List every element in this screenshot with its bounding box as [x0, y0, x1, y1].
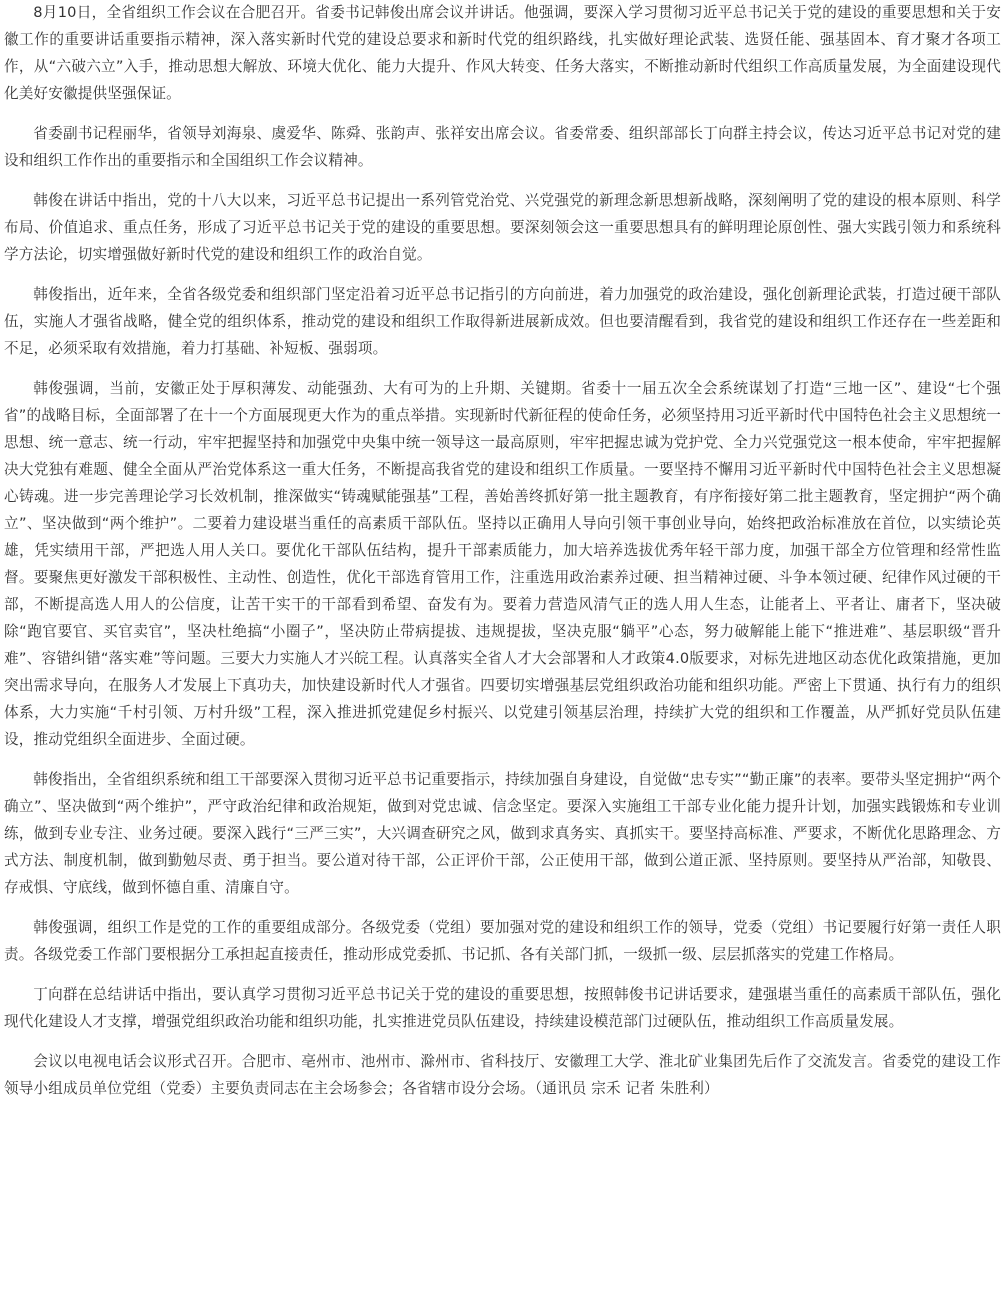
paragraph-7: 韩俊强调，组织工作是党的工作的重要组成部分。各级党委（党组）要加强对党的建设和组织工作的领导，党委（党组）书记要履行好第一责任人职责。各级党委工作部门要根据分工承担起直接责任，推动形成党委抓、书记抓、各有关部门抓，一级抓一级、层层抓落实的党建工作格局。	[4, 919, 1001, 963]
paragraph-3: 韩俊在讲话中指出，党的十八大以来，习近平总书记提出一系列管党治党、兴党强党的新理念新思想新战略，深刻阐明了党的建设的根本原则、科学布局、价值追求、重点任务，形成了习近平总书记关于党的建设的重要思想。要深刻领会这一重要思想具有的鲜明理论原创性、强大实践引领力和系统科学方法论，切实增强做好新时代党的建设和组织工作的政治自觉。	[4, 192, 1001, 263]
paragraph-4: 韩俊指出，近年来，全省各级党委和组织部门坚定沿着习近平总书记指引的方向前进，着力加强党的政治建设，强化创新理论武装，打造过硬干部队伍，实施人才强省战略，健全党的组织体系，推动党的建设和组织工作取得新进展新成效。但也要清醒看到，我省党的建设和组织工作还存在一些差距和不足，必须采取有效措施，着力打基础、补短板、强弱项。	[4, 286, 1001, 357]
paragraph-6: 韩俊指出，全省组织系统和组工干部要深入贯彻习近平总书记重要指示，持续加强自身建设，自觉做“忠专实”“勤正廉”的表率。要带头坚定拥护“两个确立”、坚决做到“两个维护”，严守政治纪律和政治规矩，做到对党忠诚、信念坚定。要深入实施组工干部专业化能力提升计划，加强实践锻炼和专业训练，做到专业专注、业务过硬。要深入践行“三严三实”，大兴调查研究之风，做到求真务实、真抓实干。要坚持高标准、严要求，不断优化思路理念、方式方法、制度机制，做到勤勉尽责、勇于担当。要公道对待干部，公正评价干部，公正使用干部，做到公道正派、坚持原则。要坚持从严治部，知敬畏、存戒惧、守底线，做到怀德自重、清廉自守。	[4, 771, 1001, 896]
paragraph-9: 会议以电视电话会议形式召开。合肥市、亳州市、池州市、滁州市、省科技厅、安徽理工大学、淮北矿业集团先后作了交流发言。省委党的建设工作领导小组成员单位党组（党委）主要负责同志在主会场参会；各省辖市设分会场。（通讯员 宗禾 记者 朱胜利）	[4, 1053, 1001, 1097]
paragraph-5: 韩俊强调，当前，安徽正处于厚积薄发、动能强劲、大有可为的上升期、关键期。省委十一届五次全会系统谋划了打造“三地一区”、建设“七个强省”的战略目标，全面部署了在十一个方面展现更大作为的重点举措。实现新时代新征程的使命任务，必须坚持用习近平新时代中国特色社会主义思想统一思想、统一意志、统一行动，牢牢把握坚持和加强党中央集中统一领导这一最高原则，牢牢把握忠诚为党护党、全力兴党强党这一根本使命，牢牢把握解决大党独有难题、健全全面从严治党体系这一重大任务，不断提高我省党的建设和组织工作质量。一要坚持不懈用习近平新时代中国特色社会主义思想凝心铸魂。进一步完善理论学习长效机制，推深做实“铸魂赋能强基”工程，善始善终抓好第一批主题教育，有序衔接好第二批主题教育，坚定拥护“两个确立”、坚决做到“两个维护”。二要着力建设堪当重任的高素质干部队伍。坚持以正确用人导向引领干事创业导向，始终把政治标准放在首位，以实绩论英雄，凭实绩用干部，严把选人用人关口。要优化干部队伍结构，提升干部素质能力，加大培养选拔优秀年轻干部力度，加强干部全方位管理和经常性监督。要聚焦更好激发干部积极性、主动性、创造性，优化干部选育管用工作，注重选用政治素养过硬、担当精神过硬、斗争本领过硬、纪律作风过硬的干部，不断提高选人用人的公信度，让苦干实干的干部看到希望、奋发有为。要着力营造风清气正的选人用人生态，让能者上、平者让、庸者下，坚决破除“跑官要官、买官卖官”，坚决杜绝搞“小圈子”，坚决防止带病提拔、违规提拔，坚决克服“躺平”心态，努力破解能上能下“推进难”、基层职级“晋升难”、容错纠错“落实难”等问题。三要大力实施人才兴皖工程。认真落实全省人才大会部署和人才政策4.0版要求，对标先进地区动态优化政策措施，更加突出需求导向，在服务人才发展上下真功夫，加快建设新时代人才强省。四要切实增强基层党组织政治功能和组织功能。严密上下贯通、执行有力的组织体系，大力实施“千村引领、万村升级”工程，深入推进抓党建促乡村振兴、以党建引领基层治理，持续扩大党的组织和工作覆盖，从严抓好党员队伍建设，推动党组织全面进步、全面过硬。	[4, 380, 1001, 748]
paragraph-1: 8月10日，全省组织工作会议在合肥召开。省委书记韩俊出席会议并讲话。他强调，要深入学习贯彻习近平总书记关于党的建设的重要思想和关于安徽工作的重要讲话重要指示精神，深入落实新时代党的建设总要求和新时代党的组织路线，扎实做好理论武装、选贤任能、强基固本、育才聚才各项工作，从“六破六立”入手，推动思想大解放、环境大优化、能力大提升、作风大转变、任务大落实，不断推动新时代组织工作高质量发展，为全面建设现代化美好安徽提供坚强保证。	[4, 4, 1001, 102]
paragraph-8: 丁向群在总结讲话中指出，要认真学习贯彻习近平总书记关于党的建设的重要思想，按照韩俊书记讲话要求，建强堪当重任的高素质干部队伍，强化现代化建设人才支撑，增强党组织政治功能和组织功能，扎实推进党员队伍建设，持续建设模范部门过硬队伍，推动组织工作高质量发展。	[4, 986, 1001, 1030]
paragraph-2: 省委副书记程丽华，省领导刘海泉、虞爱华、陈舜、张韵声、张祥安出席会议。省委常委、组织部部长丁向群主持会议，传达习近平总书记对党的建设和组织工作作出的重要指示和全国组织工作会议精神。	[4, 125, 1001, 169]
